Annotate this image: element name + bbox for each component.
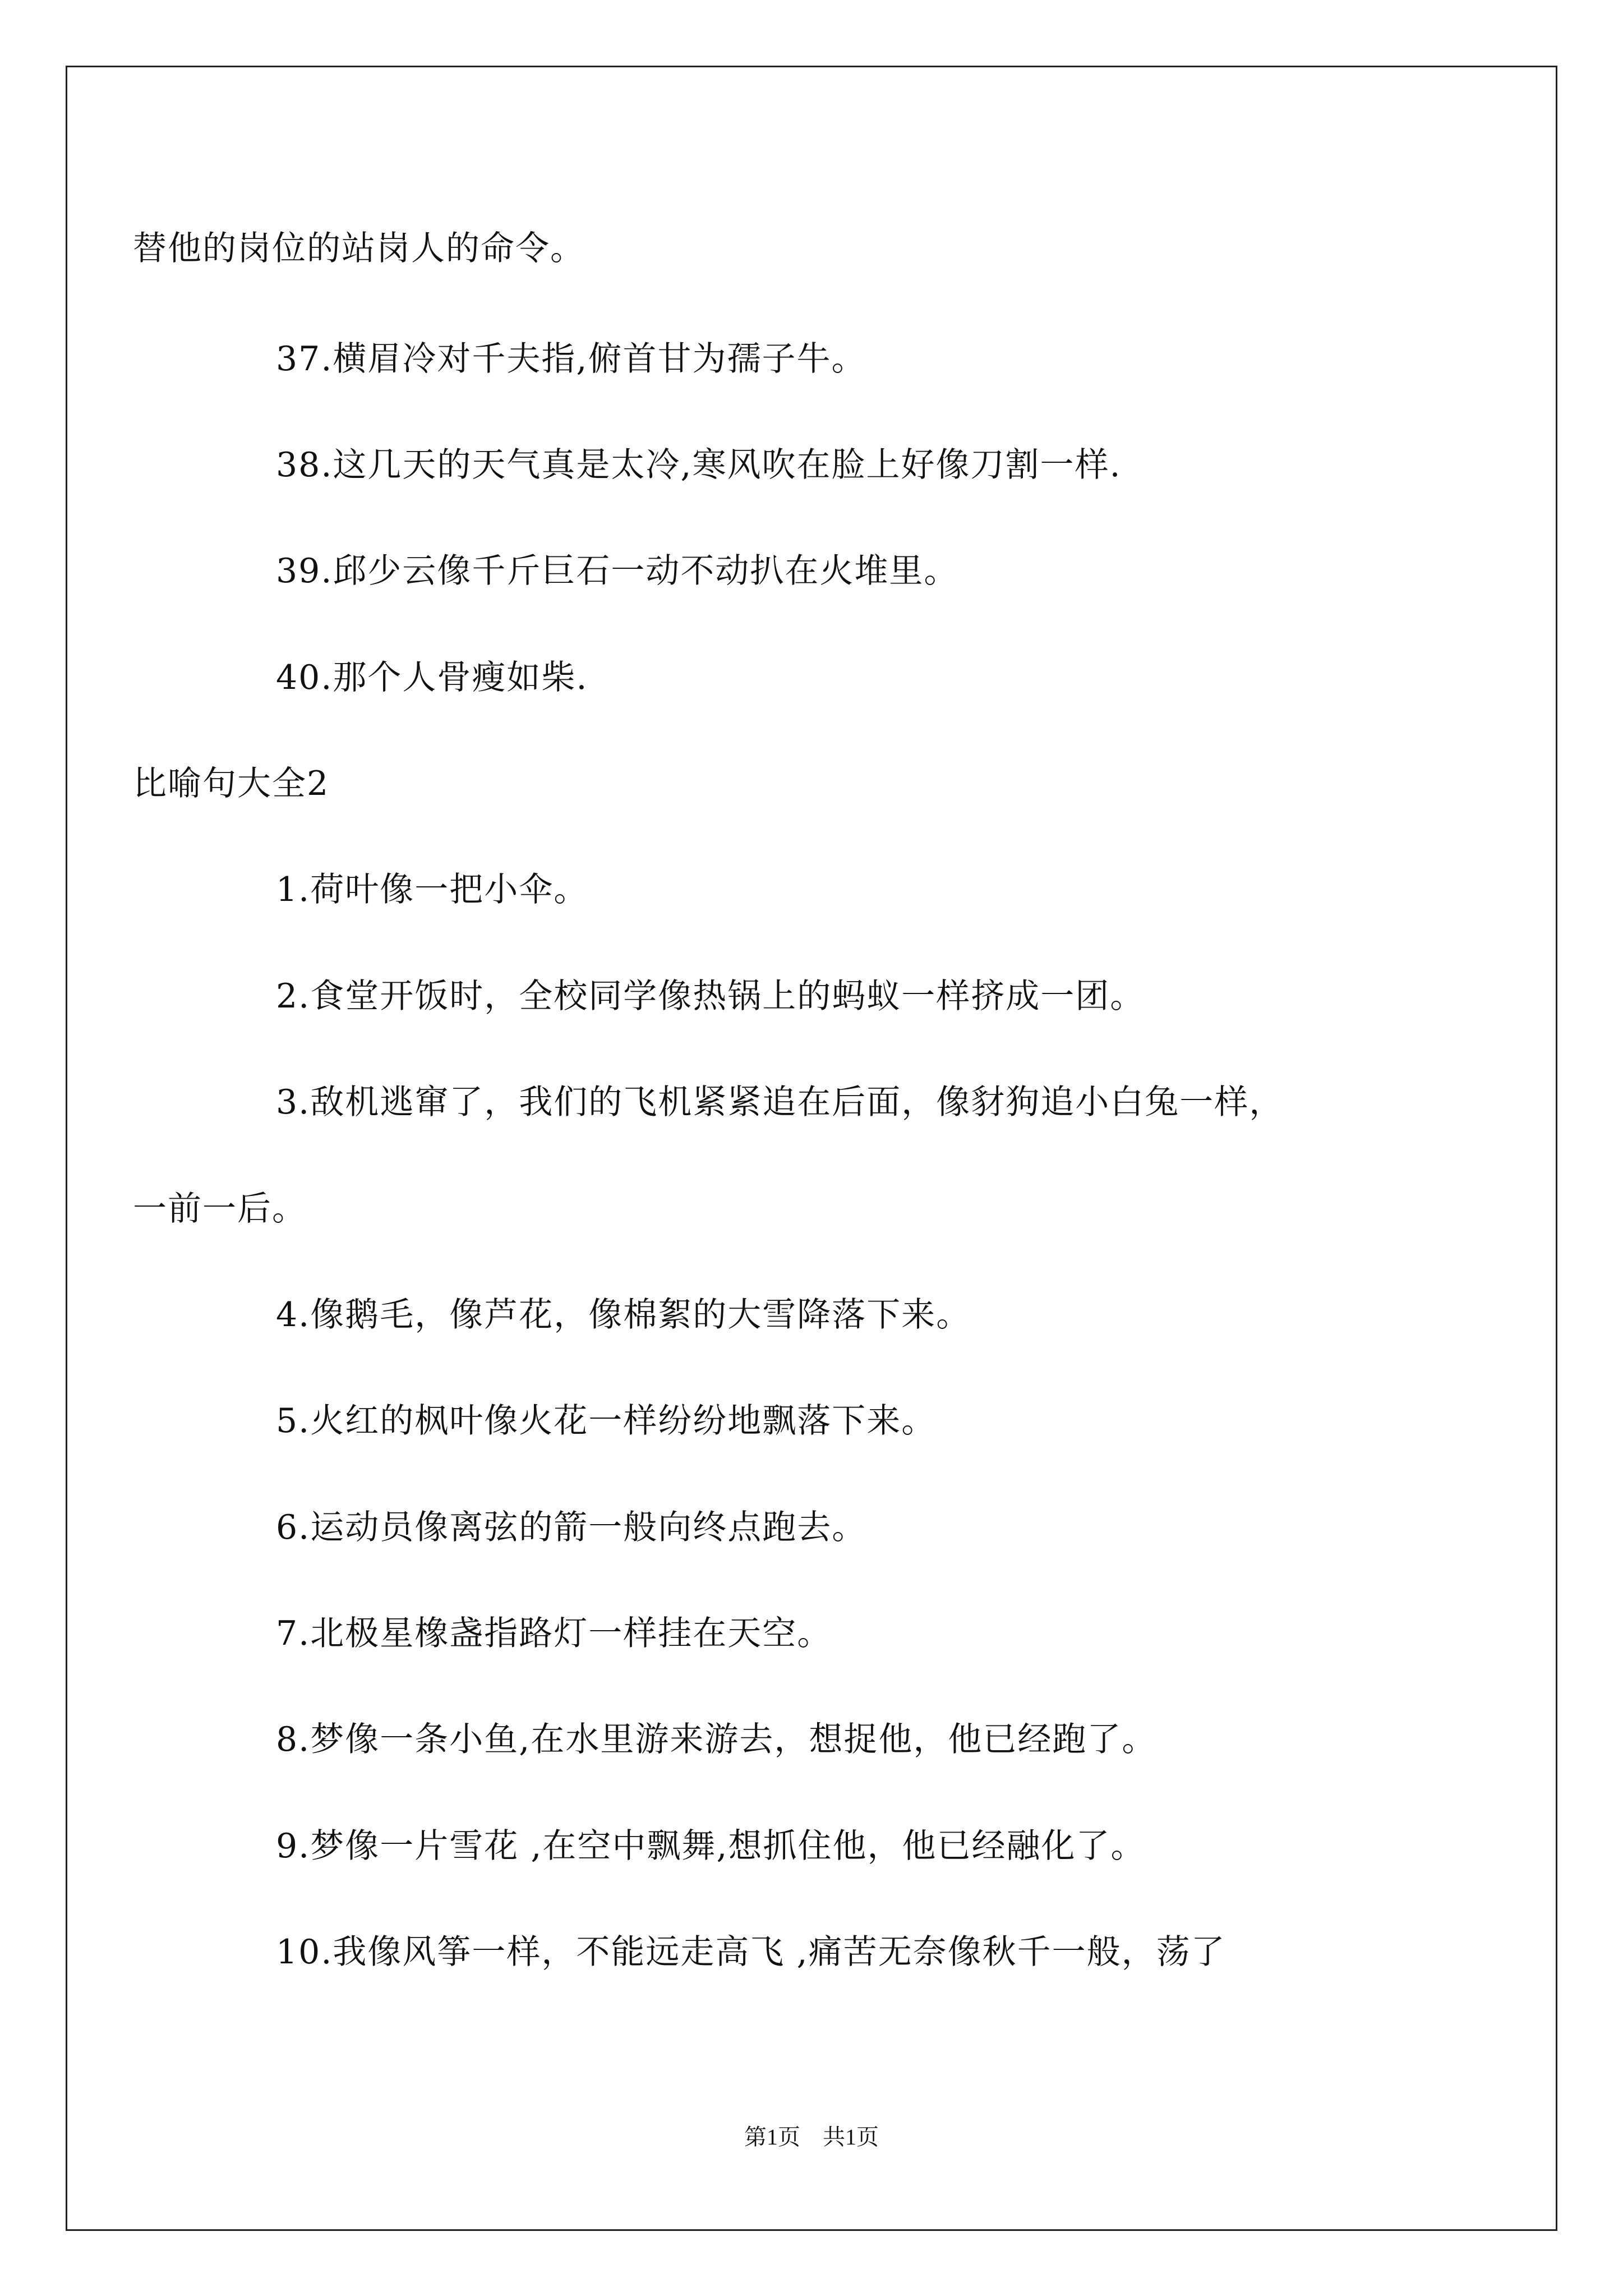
page-border (66, 66, 1557, 2231)
page-number-footer: 第1页 共1页 (744, 2124, 879, 2150)
paragraph-item-3: 3.敌机逃窜了，我们的飞机紧紧追在后面，像豺狗追小白兔一样， (276, 1083, 1284, 1122)
section-heading: 比喻句大全2 (133, 764, 330, 803)
paragraph-item-5: 5.火红的枫叶像火花一样纷纷地飘落下来。 (276, 1401, 937, 1441)
paragraph-item-9: 9.梦像一片雪花 ,在空中飘舞,想抓住他，他已经融化了。 (276, 1826, 1146, 1866)
paragraph-item-38: 38.这几天的天气真是太冷,寒风吹在脸上好像刀割一样. (276, 445, 1122, 485)
paragraph-item-2: 2.食堂开饭时，全校同学像热锅上的蚂蚁一样挤成一团。 (276, 977, 1145, 1016)
paragraph-item-40: 40.那个人骨瘦如柴. (276, 658, 588, 697)
paragraph-item-7: 7.北极星橡盏指路灯一样挂在天空。 (276, 1614, 832, 1653)
paragraph-item-4: 4.像鹅毛，像芦花，像棉絮的大雪降落下来。 (276, 1295, 971, 1335)
paragraph-item-39: 39.邱少云像千斤巨石一动不动扒在火堆里。 (276, 551, 959, 591)
paragraph-item-1: 1.荷叶像一把小伞。 (276, 870, 589, 909)
paragraph-item-37: 37.横眉冷对千夫指,俯首甘为孺子牛。 (276, 339, 866, 379)
paragraph-continuation: 替他的岗位的站岗人的命令。 (133, 229, 585, 268)
paragraph-item-8: 8.梦像一条小鱼,在水里游来游去，想捉他，他已经跑了。 (276, 1720, 1157, 1759)
paragraph-item-10: 10.我像风筝一样，不能远走高飞 ,痛苦无奈像秋千一般，荡了 (276, 1932, 1226, 1972)
paragraph-item-6: 6.运动员像离弦的箭一般向终点跑去。 (276, 1508, 867, 1547)
paragraph-item-3-cont: 一前一后。 (133, 1189, 307, 1228)
